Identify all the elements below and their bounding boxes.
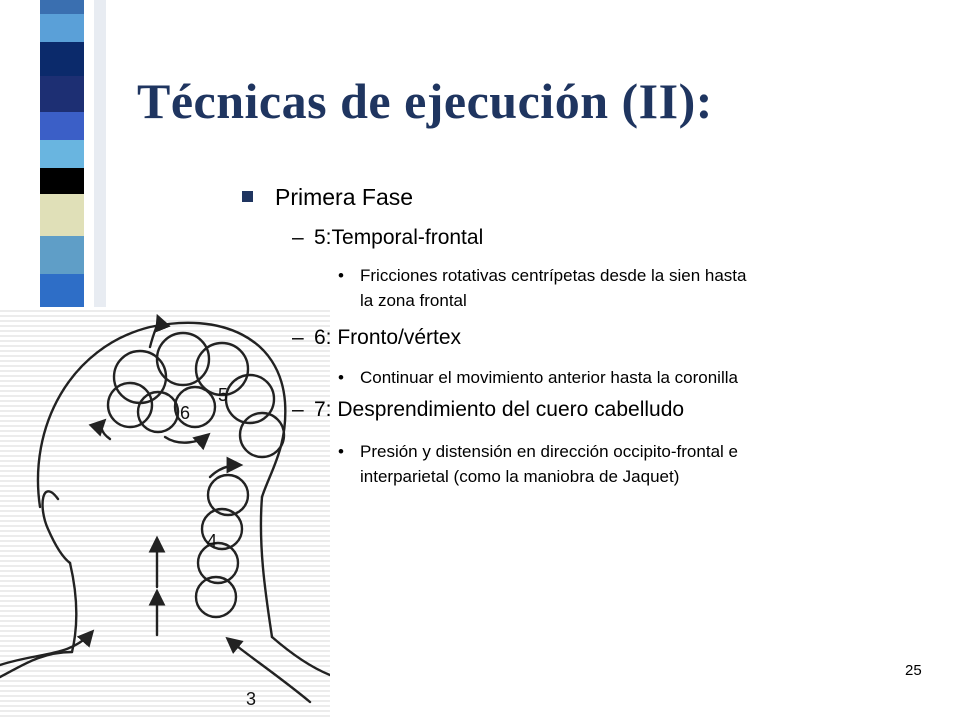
level1-text: Primera Fase bbox=[275, 184, 414, 210]
diagram-label-4: 4 bbox=[207, 531, 218, 551]
level1-bullet bbox=[242, 184, 413, 211]
dash-bullet-icon: – bbox=[292, 398, 304, 421]
strip-block bbox=[40, 140, 84, 168]
subheading-text: 6: Fronto/vértex bbox=[314, 326, 462, 349]
strip-block bbox=[40, 112, 84, 140]
square-bullet-icon bbox=[242, 191, 253, 202]
detail-5 bbox=[338, 263, 747, 313]
subheading-5 bbox=[292, 226, 483, 250]
detail-line: Fricciones rotativas centrípetas desde la sien hasta bbox=[360, 266, 747, 285]
slide-title: Técnicas de ejecución (II): bbox=[137, 73, 713, 129]
detail-line: Continuar el movimiento anterior hasta la coronilla bbox=[360, 368, 738, 387]
strip-block bbox=[40, 14, 84, 42]
detail-7 bbox=[338, 439, 738, 489]
dash-bullet-icon: – bbox=[292, 326, 304, 349]
head-massage-illustration bbox=[0, 307, 330, 720]
page-number: 25 bbox=[905, 662, 922, 679]
subheading-6 bbox=[292, 326, 461, 350]
diagram-label-5: 5 bbox=[218, 385, 229, 405]
strip-block bbox=[40, 194, 84, 236]
dot-bullet-icon: • bbox=[338, 442, 344, 461]
subheading-text: 5:Temporal-frontal bbox=[314, 226, 484, 249]
detail-line: la zona frontal bbox=[360, 291, 467, 310]
head-massage-diagram-icon bbox=[0, 307, 330, 720]
strip-block bbox=[40, 76, 84, 112]
diagram-label-6: 6 bbox=[180, 403, 191, 423]
subheading-text: 7: Desprendimiento del cuero cabelludo bbox=[314, 398, 685, 421]
dot-bullet-icon: • bbox=[338, 266, 344, 285]
detail-line: interparietal (como la maniobra de Jaquet) bbox=[360, 467, 680, 486]
subheading-7 bbox=[292, 398, 684, 422]
diagram-label-3: 3 bbox=[246, 689, 257, 709]
dot-bullet-icon: • bbox=[338, 368, 344, 387]
strip-block bbox=[40, 168, 84, 194]
strip-block bbox=[40, 42, 84, 76]
detail-line: Presión y distensión en dirección occipito-frontal e bbox=[360, 442, 738, 461]
strip-block bbox=[40, 236, 84, 274]
dash-bullet-icon: – bbox=[292, 226, 304, 249]
strip-block bbox=[40, 0, 84, 14]
detail-6 bbox=[338, 365, 738, 390]
